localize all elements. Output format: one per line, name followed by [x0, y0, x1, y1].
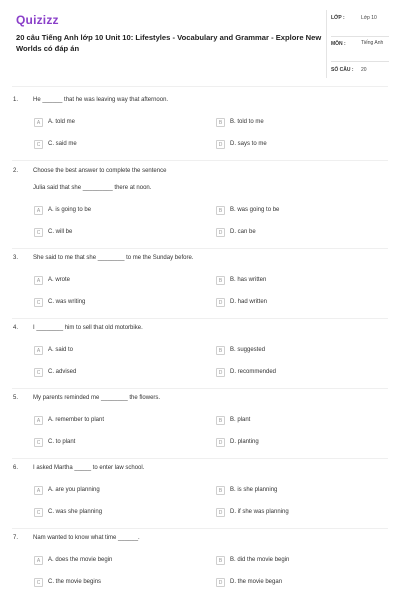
- worksheet-header: [0, 0, 400, 88]
- option-letter-box: D: [216, 140, 225, 149]
- meta-count-label: SỐ CÂU :: [331, 67, 354, 73]
- option-text: D. can be: [230, 229, 256, 235]
- option-text: C. to plant: [48, 439, 76, 445]
- option-text: C. will be: [48, 229, 73, 235]
- option-letter-box: D: [216, 368, 225, 377]
- question-number: 1.: [13, 97, 19, 103]
- option-letter-box: A: [34, 206, 43, 215]
- option-letter-box: C: [34, 438, 43, 447]
- question-number: 5.: [13, 395, 19, 401]
- option-text: D. if she was planning: [230, 509, 289, 515]
- meta-divider: [326, 10, 327, 78]
- option-text: C. was she planning: [48, 509, 103, 515]
- question-divider: [12, 388, 388, 389]
- question-text: I asked Martha _____ to enter law school.: [33, 465, 145, 471]
- question-text: My parents reminded me ________ the flowers.: [33, 395, 161, 401]
- option-text: A. wrote: [48, 277, 71, 283]
- option-letter-box: C: [34, 368, 43, 377]
- meta-count-value: 20: [361, 67, 367, 73]
- option-text: A. is going to be: [48, 207, 92, 213]
- option-letter-box: B: [216, 556, 225, 565]
- option-letter-box: A: [34, 346, 43, 355]
- option-letter-box: C: [34, 140, 43, 149]
- option-text: A. does the movie begin: [48, 557, 113, 563]
- option-text: B. did the movie begin: [230, 557, 290, 563]
- option-letter-box: B: [216, 206, 225, 215]
- question-divider: [12, 86, 388, 87]
- question-divider: [12, 248, 388, 249]
- option-letter-box: A: [34, 556, 43, 565]
- option-text: D. had written: [230, 299, 268, 305]
- option-letter-box: D: [216, 578, 225, 587]
- option-text: D. says to me: [230, 141, 267, 147]
- option-text: A. told me: [48, 119, 76, 125]
- option-text: D. recommended: [230, 369, 277, 375]
- option-letter-box: D: [216, 438, 225, 447]
- option-letter-box: B: [216, 486, 225, 495]
- option-letter-box: B: [216, 416, 225, 425]
- option-letter-box: A: [34, 276, 43, 285]
- option-text: C. the movie begins: [48, 579, 102, 585]
- meta-separator: [331, 61, 389, 62]
- option-text: C. said me: [48, 141, 77, 147]
- question-number: 6.: [13, 465, 19, 471]
- option-letter-box: C: [34, 578, 43, 587]
- option-text: D. planting: [230, 439, 259, 445]
- question-divider: [12, 458, 388, 459]
- question-number: 7.: [13, 535, 19, 541]
- question-number: 2.: [13, 168, 19, 174]
- worksheet-title: 20 câu Tiếng Anh lớp 10 Unit 10: Lifestyles - Vocabulary and Grammar - Explore New Worlds có đáp án: [16, 33, 322, 53]
- option-letter-box: C: [34, 508, 43, 517]
- option-text: B. told to me: [230, 119, 264, 125]
- question-text: Nam wanted to know what time ______.: [33, 535, 140, 541]
- quizizz-logo[interactable]: Quizizz: [16, 13, 59, 27]
- meta-grade-label: LỚP :: [331, 15, 345, 21]
- option-text: D. the movie began: [230, 579, 283, 585]
- option-letter-box: A: [34, 486, 43, 495]
- option-text: C. was writing: [48, 299, 86, 305]
- option-letter-box: B: [216, 346, 225, 355]
- option-text: B. was going to be: [230, 207, 280, 213]
- question-number: 4.: [13, 325, 19, 331]
- option-letter-box: B: [216, 276, 225, 285]
- option-text: B. is she planning: [230, 487, 278, 493]
- question-divider: [12, 528, 388, 529]
- question-sentence: Julia said that she _________ there at noon.: [33, 185, 152, 191]
- option-letter-box: D: [216, 228, 225, 237]
- question-number: 3.: [13, 255, 19, 261]
- option-letter-box: D: [216, 508, 225, 517]
- option-text: A. are you planning: [48, 487, 100, 493]
- option-letter-box: D: [216, 298, 225, 307]
- meta-grade-value: Lớp 10: [361, 15, 377, 21]
- meta-separator: [331, 36, 389, 37]
- option-text: C. advised: [48, 369, 77, 375]
- question-divider: [12, 318, 388, 319]
- option-letter-box: C: [34, 298, 43, 307]
- question-divider: [12, 160, 388, 161]
- option-text: A. remember to plant: [48, 417, 105, 423]
- option-text: A. said to: [48, 347, 74, 353]
- question-text: I ________ him to sell that old motorbike.: [33, 325, 143, 331]
- question-text: She said to me that she ________ to me the Sunday before.: [33, 255, 194, 261]
- question-text: Choose the best answer to complete the sentence: [33, 168, 167, 174]
- option-text: B. suggested: [230, 347, 266, 353]
- option-text: B. has written: [230, 277, 267, 283]
- question-text: He ______ that he was leaving way that afternoon.: [33, 97, 169, 103]
- meta-subject-label: MÔN :: [331, 41, 346, 47]
- option-letter-box: B: [216, 118, 225, 127]
- option-letter-box: A: [34, 416, 43, 425]
- option-text: B. plant: [230, 417, 251, 423]
- meta-subject-value: Tiếng Anh: [361, 40, 384, 46]
- option-letter-box: A: [34, 118, 43, 127]
- option-letter-box: C: [34, 228, 43, 237]
